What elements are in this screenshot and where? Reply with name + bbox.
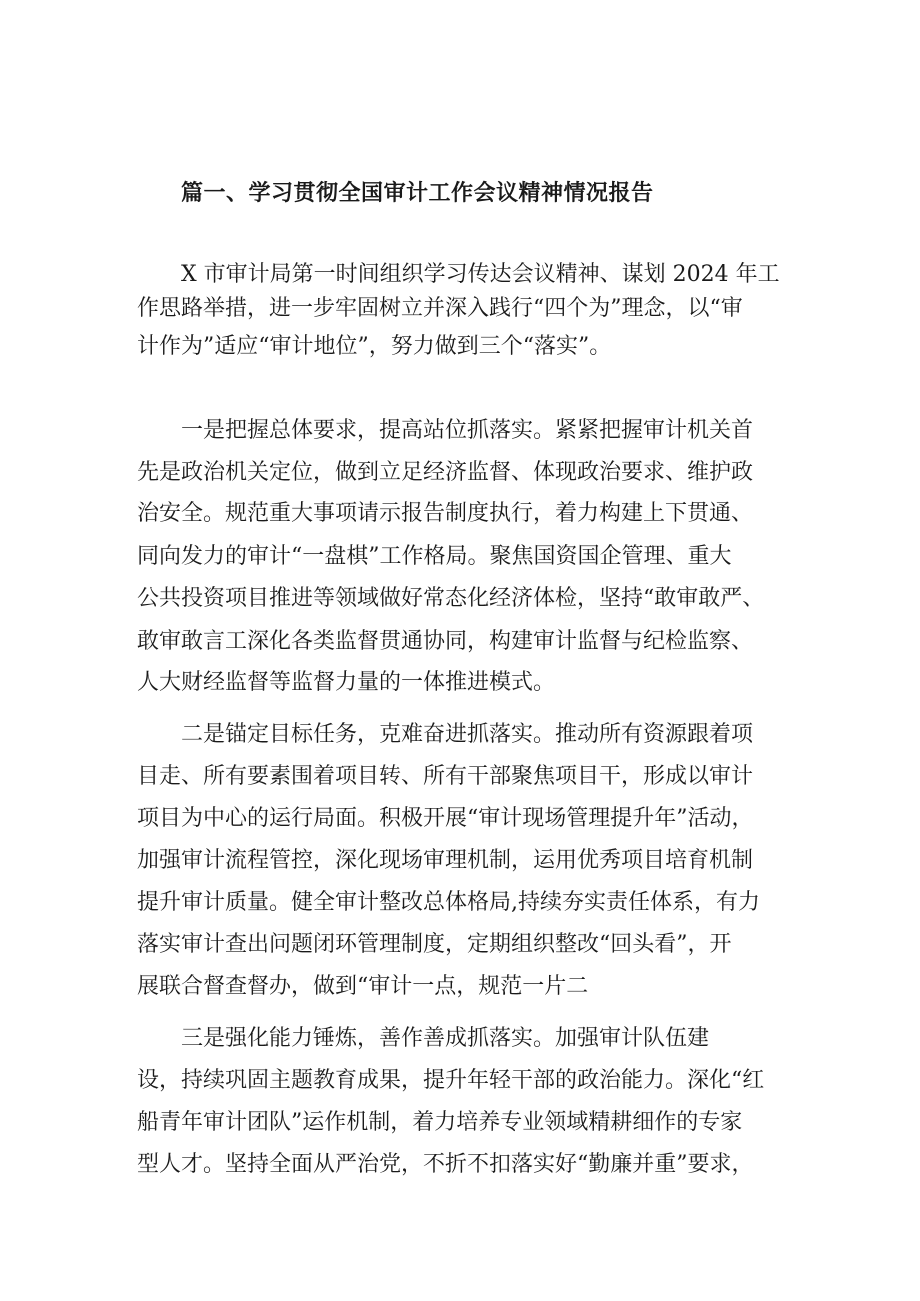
paragraph-2-line-1: 一是把握总体要求，提高站位抓落实。紧紧把握审计机关首 [181, 418, 754, 443]
paragraph-3-line-3: 项目为中心的运行局面。积极开展“审计现场管理提升年”活动， [137, 806, 754, 831]
paragraph-2-line-7: 人大财经监督等监督力量的一体推进模式。 [137, 670, 556, 695]
paragraph-4-line-4: 型人才。坚持全面从严治党，不折不扣落实好“勤廉并重”要求， [137, 1152, 754, 1177]
paragraph-3-line-1: 二是锚定目标任务，克难奋进抓落实。推动所有资源跟着项 [181, 722, 754, 747]
paragraph-2-line-3: 治安全。规范重大事项请示报告制度执行，着力构建上下贯通、 [137, 501, 754, 526]
paragraph-3-line-5: 提升审计质量。健全审计整改总体格局,持续夯实责任体系，有力 [137, 890, 760, 915]
paragraph-2-line-5: 公共投资项目推进等领域做好常态化经济体检，坚持“敢审敢严、 [137, 586, 765, 611]
paragraph-2-line-4: 同向发力的审计“一盘棋”工作格局。聚焦国资国企管理、重大 [137, 544, 732, 569]
paragraph-2-line-6: 敢审敢言工深化各类监督贯通协同，构建审计监督与纪检监察、 [137, 629, 754, 654]
document-title: 篇一、学习贯彻全国审计工作会议精神情况报告 [181, 181, 654, 206]
paragraph-2-line-2: 先是政治机关定位，做到立足经济监督、体现政治要求、维护政 [137, 460, 754, 485]
paragraph-3-line-4: 加强审计流程管控，深化现场审理机制，运用优秀项目培育机制 [137, 848, 754, 873]
paragraph-3-line-7: 展联合督查督办，做到“审计一点，规范一片二 [137, 974, 589, 999]
paragraph-3-line-6: 落实审计查出问题闭环管理制度，定期组织整改“回头看”，开 [137, 932, 732, 957]
paragraph-4-line-3: 船青年审计团队”运作机制，着力培养专业领域精耕细作的专家 [137, 1110, 743, 1135]
paragraph-3-line-2: 目走、所有要素围着项目转、所有干部聚焦项目干，形成以审计 [137, 764, 754, 789]
paragraph-1-line-3: 计作为”适应“审计地位”，努力做到三个“落实”。 [137, 334, 612, 359]
paragraph-1-line-1: X 市审计局第一时间组织学习传达会议精神、谋划 2024 年工 [181, 262, 780, 287]
paragraph-4-line-2: 设，持续巩固主题教育成果，提升年轻干部的政治能力。深化“红 [137, 1068, 765, 1093]
paragraph-4-line-1: 三是强化能力锤炼，善作善成抓落实。加强审计队伍建 [181, 1026, 710, 1051]
paragraph-1-line-2: 作思路举措，进一步牢固树立并深入践行“四个为”理念，以“审 [137, 296, 743, 321]
